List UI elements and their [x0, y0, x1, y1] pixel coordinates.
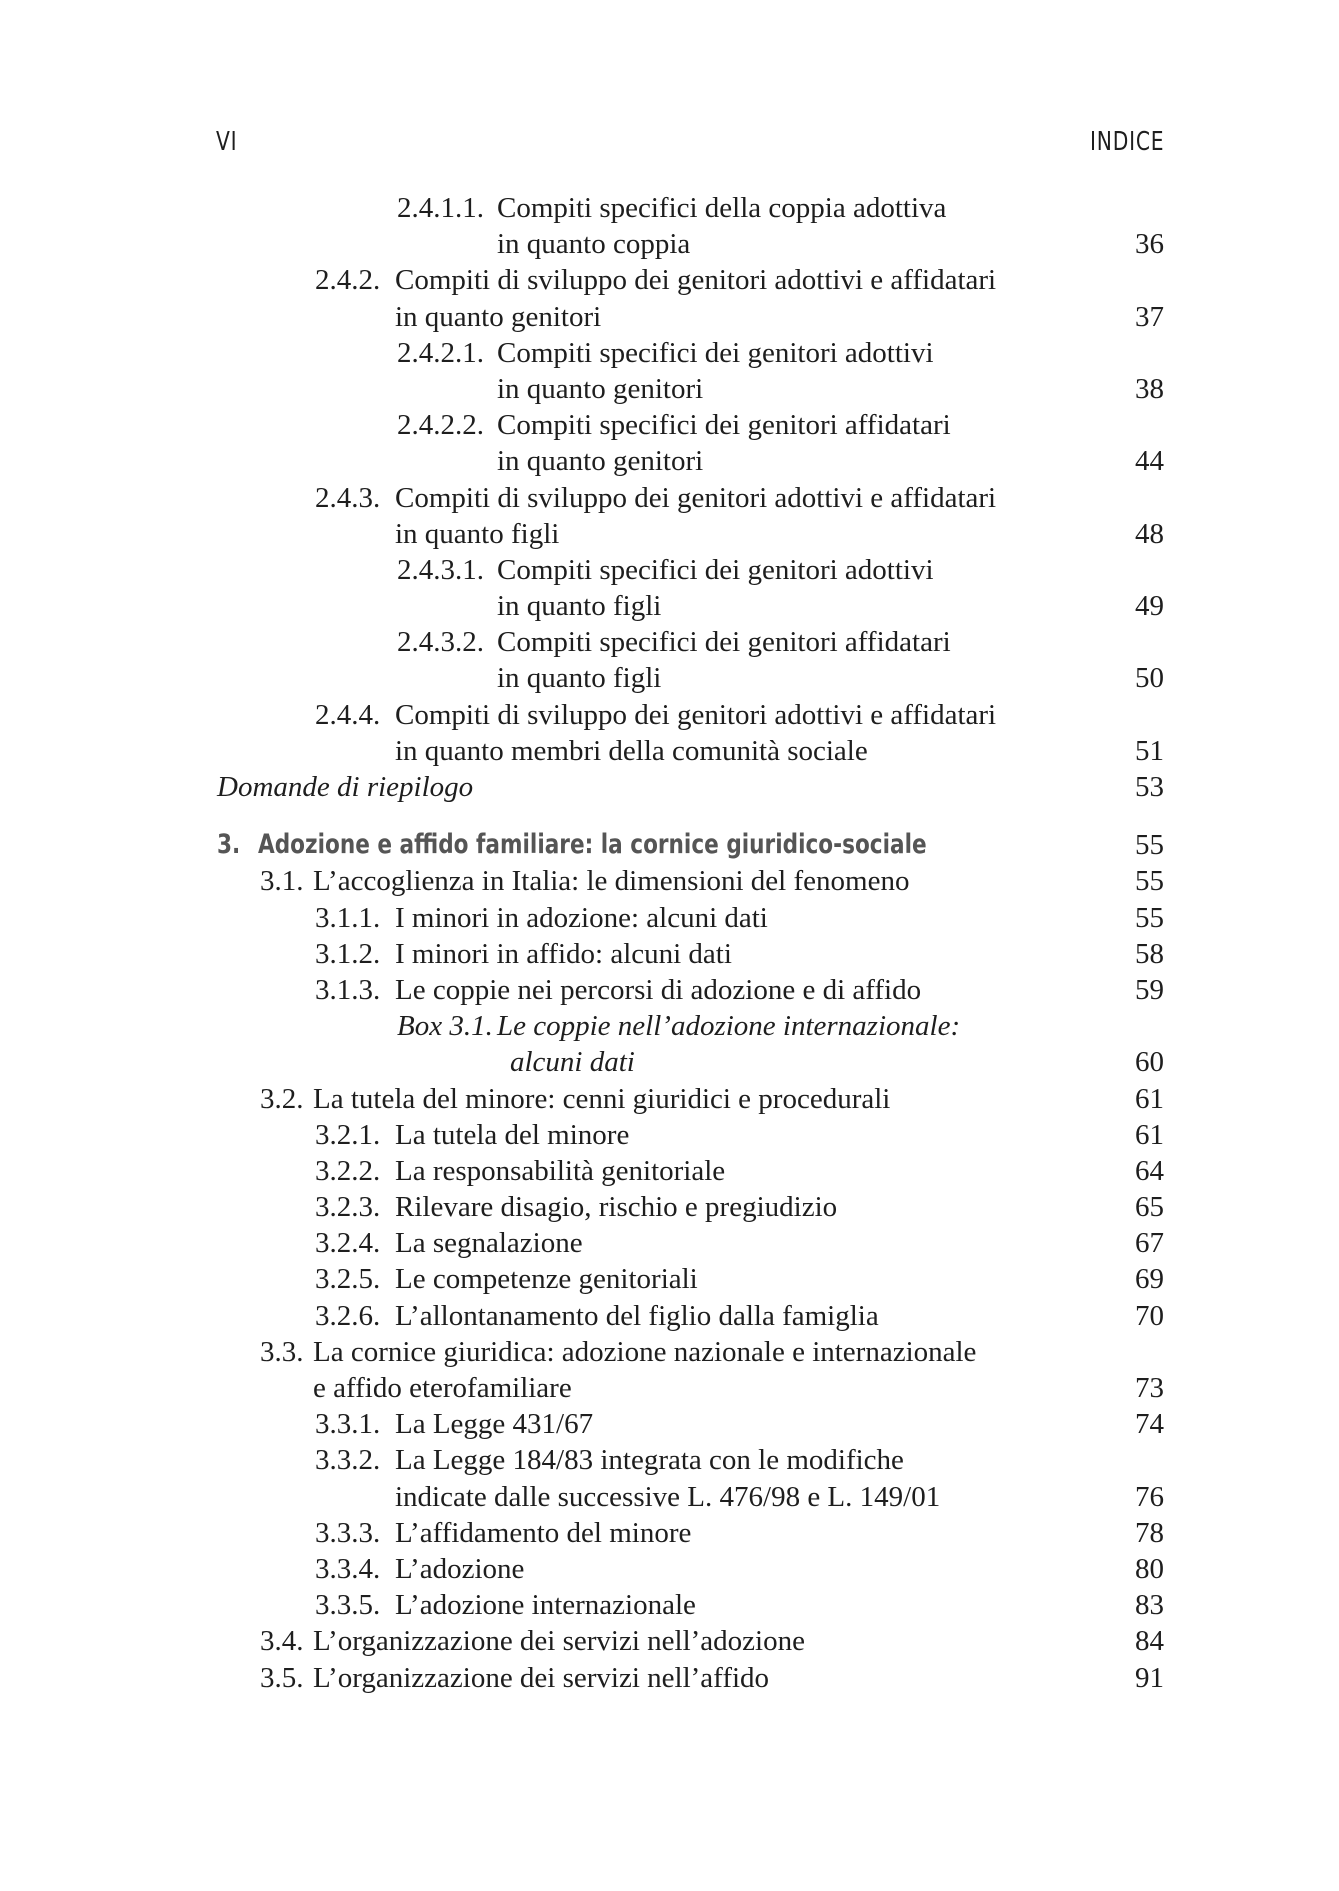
toc-entry-number: 3.3.4. — [315, 1552, 381, 1585]
toc-entry-title: La responsabilità genitoriale — [395, 1154, 726, 1187]
toc-entry-page: 37 — [1135, 300, 1164, 333]
toc-entry-page: 70 — [1135, 1299, 1164, 1332]
toc-entry — [0, 1551, 1339, 1587]
toc-entry-number: 3.1. — [260, 865, 304, 898]
toc-entry-title: Rilevare disagio, rischio e pregiudizio — [395, 1191, 838, 1224]
toc-entry-title: L’organizzazione dei servizi nell’affido — [313, 1661, 770, 1694]
toc-entry-page: 74 — [1135, 1408, 1164, 1441]
toc-entry-page: 64 — [1135, 1154, 1164, 1187]
toc-entry-title: Le coppie nell’adozione internazionale: — [497, 1010, 961, 1043]
toc-entry-title: Compiti di sviluppo dei genitori adottivi e affidatari — [395, 481, 997, 514]
toc-entry-title: alcuni dati — [510, 1046, 635, 1079]
running-head-title: INDICE — [1089, 127, 1164, 157]
toc-entry-page: 83 — [1135, 1589, 1164, 1622]
toc-entry-title: Le coppie nei percorsi di adozione e di affido — [395, 973, 922, 1006]
toc-entry — [0, 733, 1339, 769]
toc-entry-title: La tutela del minore: cenni giuridici e procedurali — [313, 1082, 891, 1115]
toc-entry-number: 2.4.3.1. — [397, 553, 484, 586]
toc-entry — [0, 588, 1339, 624]
toc-entry-page: 55 — [1135, 901, 1164, 934]
toc-entry-page: 84 — [1135, 1625, 1164, 1658]
toc-entry — [0, 1370, 1339, 1406]
toc-entry-number: 3.1.2. — [315, 937, 381, 970]
page-folio: VI — [216, 127, 238, 157]
toc-entry-page: 44 — [1135, 445, 1164, 478]
toc-entry-title: L’organizzazione dei servizi nell’adozione — [313, 1625, 805, 1658]
toc-entry-page: 76 — [1135, 1480, 1164, 1513]
toc-entry-number: 2.4.2.2. — [397, 409, 484, 442]
toc-entry-title: e affido eterofamiliare — [313, 1372, 572, 1404]
toc-entry-number: 3.3.3. — [315, 1516, 381, 1549]
toc-entry — [0, 262, 1339, 298]
toc-entry — [0, 1261, 1339, 1297]
toc-entry-title: I minori in affido: alcuni dati — [395, 937, 732, 970]
toc-entry — [0, 769, 1339, 805]
toc-entry-number: 3.4. — [260, 1625, 304, 1658]
toc-entry — [0, 226, 1339, 262]
toc-entry — [0, 1623, 1339, 1659]
toc-entry — [0, 516, 1339, 552]
toc-entry-title: Compiti specifici della coppia adottiva — [497, 192, 947, 224]
toc-entry — [0, 660, 1339, 696]
toc-entry — [0, 1442, 1339, 1478]
toc-entry-title: La segnalazione — [395, 1227, 583, 1260]
toc-entry-title: Compiti specifici dei genitori adottivi — [497, 553, 934, 586]
toc-entry — [0, 299, 1339, 335]
toc-entry-number: 3.2.2. — [315, 1154, 381, 1187]
toc-entry-number: 3.2. — [260, 1082, 304, 1115]
toc-entry-title: Compiti di sviluppo dei genitori adottivi e affidatari — [395, 698, 997, 731]
toc-entry-page: 50 — [1135, 662, 1164, 695]
toc-entry-number: 3.3.1. — [315, 1408, 381, 1441]
toc-entry-title: in quanto genitori — [497, 445, 704, 478]
toc-entry-number: 2.4.3. — [315, 481, 381, 514]
toc-entry — [0, 863, 1339, 899]
toc-entry-title: Le competenze genitoriali — [395, 1263, 698, 1296]
toc-entry-title: in quanto genitori — [395, 300, 602, 333]
toc-entry-number: 3.2.6. — [315, 1299, 381, 1332]
toc-entry-number: 3.2.4. — [315, 1227, 381, 1260]
toc-entry-title: L’adozione internazionale — [395, 1589, 696, 1622]
toc-entry-page: 61 — [1135, 1118, 1164, 1151]
toc-entry-number: 2.4.3.2. — [397, 626, 484, 659]
toc-entry — [0, 972, 1339, 1008]
toc-entry-page: 80 — [1135, 1552, 1164, 1585]
toc-entry — [0, 1044, 1339, 1080]
toc-entry-page: 67 — [1135, 1227, 1164, 1260]
toc-entry-title: in quanto figli — [497, 662, 662, 695]
toc-entry-title: Compiti specifici dei genitori affidatari — [497, 409, 951, 442]
toc-entry — [0, 371, 1339, 407]
toc-entry-number: 3.3.2. — [315, 1444, 381, 1477]
toc-entry-page: 60 — [1135, 1046, 1164, 1079]
toc-entry-number: 3. — [217, 829, 241, 861]
toc-entry-number: 3.2.3. — [315, 1191, 381, 1224]
toc-entry — [0, 1660, 1339, 1696]
toc-entry-page: 69 — [1135, 1263, 1164, 1296]
toc-entry — [0, 480, 1339, 516]
toc-entry — [0, 1117, 1339, 1153]
toc-entry-title: in quanto coppia — [497, 228, 691, 261]
toc-entry-number: 2.4.4. — [315, 698, 381, 731]
toc-entry-page: 55 — [1135, 829, 1164, 862]
toc-entry — [0, 1298, 1339, 1334]
toc-entry-page: 91 — [1135, 1661, 1164, 1694]
toc-entry — [0, 1334, 1339, 1370]
toc-entry — [0, 1515, 1339, 1551]
toc-entry-number: 3.2.1. — [315, 1118, 381, 1151]
toc-entry-number: 2.4.1.1. — [397, 192, 484, 224]
toc-entry-number: 3.1.3. — [315, 973, 381, 1006]
toc-entry-number: 2.4.2.1. — [397, 336, 484, 369]
toc-entry-title: in quanto figli — [395, 517, 560, 550]
toc-entry-title: La Legge 184/83 integrata con le modifiche — [395, 1444, 904, 1477]
toc-entry — [0, 624, 1339, 660]
toc-entry-page: 48 — [1135, 517, 1164, 550]
toc-entry-number: 3.3.5. — [315, 1589, 381, 1622]
toc-entry-title: I minori in adozione: alcuni dati — [395, 901, 768, 934]
toc-entry — [0, 1153, 1339, 1189]
toc-entry-title: Adozione e affido familiare: la cornice giuridico-sociale — [258, 829, 927, 861]
toc-entry-title: L’accoglienza in Italia: le dimensioni del fenomeno — [313, 865, 910, 898]
toc-entry-page: 78 — [1135, 1516, 1164, 1549]
toc-entry — [0, 1406, 1339, 1442]
toc-entry-page: 61 — [1135, 1082, 1164, 1115]
toc-entry-title: L’allontanamento del figlio dalla famiglia — [395, 1299, 879, 1332]
toc-entry-title: Compiti di sviluppo dei genitori adottivi e affidatari — [395, 264, 997, 297]
toc-entry — [0, 1225, 1339, 1261]
toc-entry — [0, 827, 1339, 863]
toc-entry — [0, 697, 1339, 733]
toc-entry-title: Compiti specifici dei genitori affidatari — [497, 626, 951, 659]
toc-entry — [0, 1081, 1339, 1117]
toc-entry-page: 73 — [1135, 1372, 1164, 1404]
toc-entry-number: Box 3.1. — [397, 1010, 493, 1043]
toc-entry — [0, 190, 1339, 226]
toc-entry — [0, 1008, 1339, 1044]
toc-entry-page: 49 — [1135, 590, 1164, 623]
toc-entry-number: 3.3. — [260, 1335, 304, 1368]
toc-entry-title: in quanto figli — [497, 590, 662, 623]
toc-entry — [0, 443, 1339, 479]
toc-entry-page: 58 — [1135, 937, 1164, 970]
toc-entry-title: L’affidamento del minore — [395, 1516, 692, 1549]
toc-entry-title: in quanto membri della comunità sociale — [395, 734, 868, 767]
toc-entry-title: La cornice giuridica: adozione nazionale e internazionale — [313, 1335, 977, 1368]
toc-entry-title: Compiti specifici dei genitori adottivi — [497, 336, 934, 369]
toc-entry-number: 3.5. — [260, 1661, 304, 1694]
toc-entry-page: 36 — [1135, 228, 1164, 261]
toc-entry-page: 53 — [1135, 771, 1164, 803]
toc-entry-title: indicate dalle successive L. 476/98 e L. 149/01 — [395, 1480, 941, 1513]
toc-entry-page: 65 — [1135, 1191, 1164, 1224]
toc-entry — [0, 1587, 1339, 1623]
toc-entry — [0, 936, 1339, 972]
toc-entry-title: L’adozione — [395, 1552, 525, 1585]
toc-entry-number: 3.2.5. — [315, 1263, 381, 1296]
toc-entry — [0, 335, 1339, 371]
toc-entry — [0, 1479, 1339, 1515]
toc-entry-number: 3.1.1. — [315, 901, 381, 934]
toc-entry — [0, 552, 1339, 588]
toc-entry-title: in quanto genitori — [497, 372, 704, 405]
toc-entry — [0, 900, 1339, 936]
toc-entry-page: 38 — [1135, 372, 1164, 405]
toc-entry-title: La Legge 431/67 — [395, 1408, 594, 1441]
toc-entry-page: 55 — [1135, 865, 1164, 898]
toc-entry — [0, 407, 1339, 443]
toc-entry-number: 2.4.2. — [315, 264, 381, 297]
toc-entry-title: Domande di riepilogo — [217, 771, 474, 803]
toc-entry-page: 51 — [1135, 734, 1164, 767]
toc-entry — [0, 1189, 1339, 1225]
toc-entry-page: 59 — [1135, 973, 1164, 1006]
table-of-contents — [0, 190, 1339, 1696]
toc-entry-title: La tutela del minore — [395, 1118, 630, 1151]
